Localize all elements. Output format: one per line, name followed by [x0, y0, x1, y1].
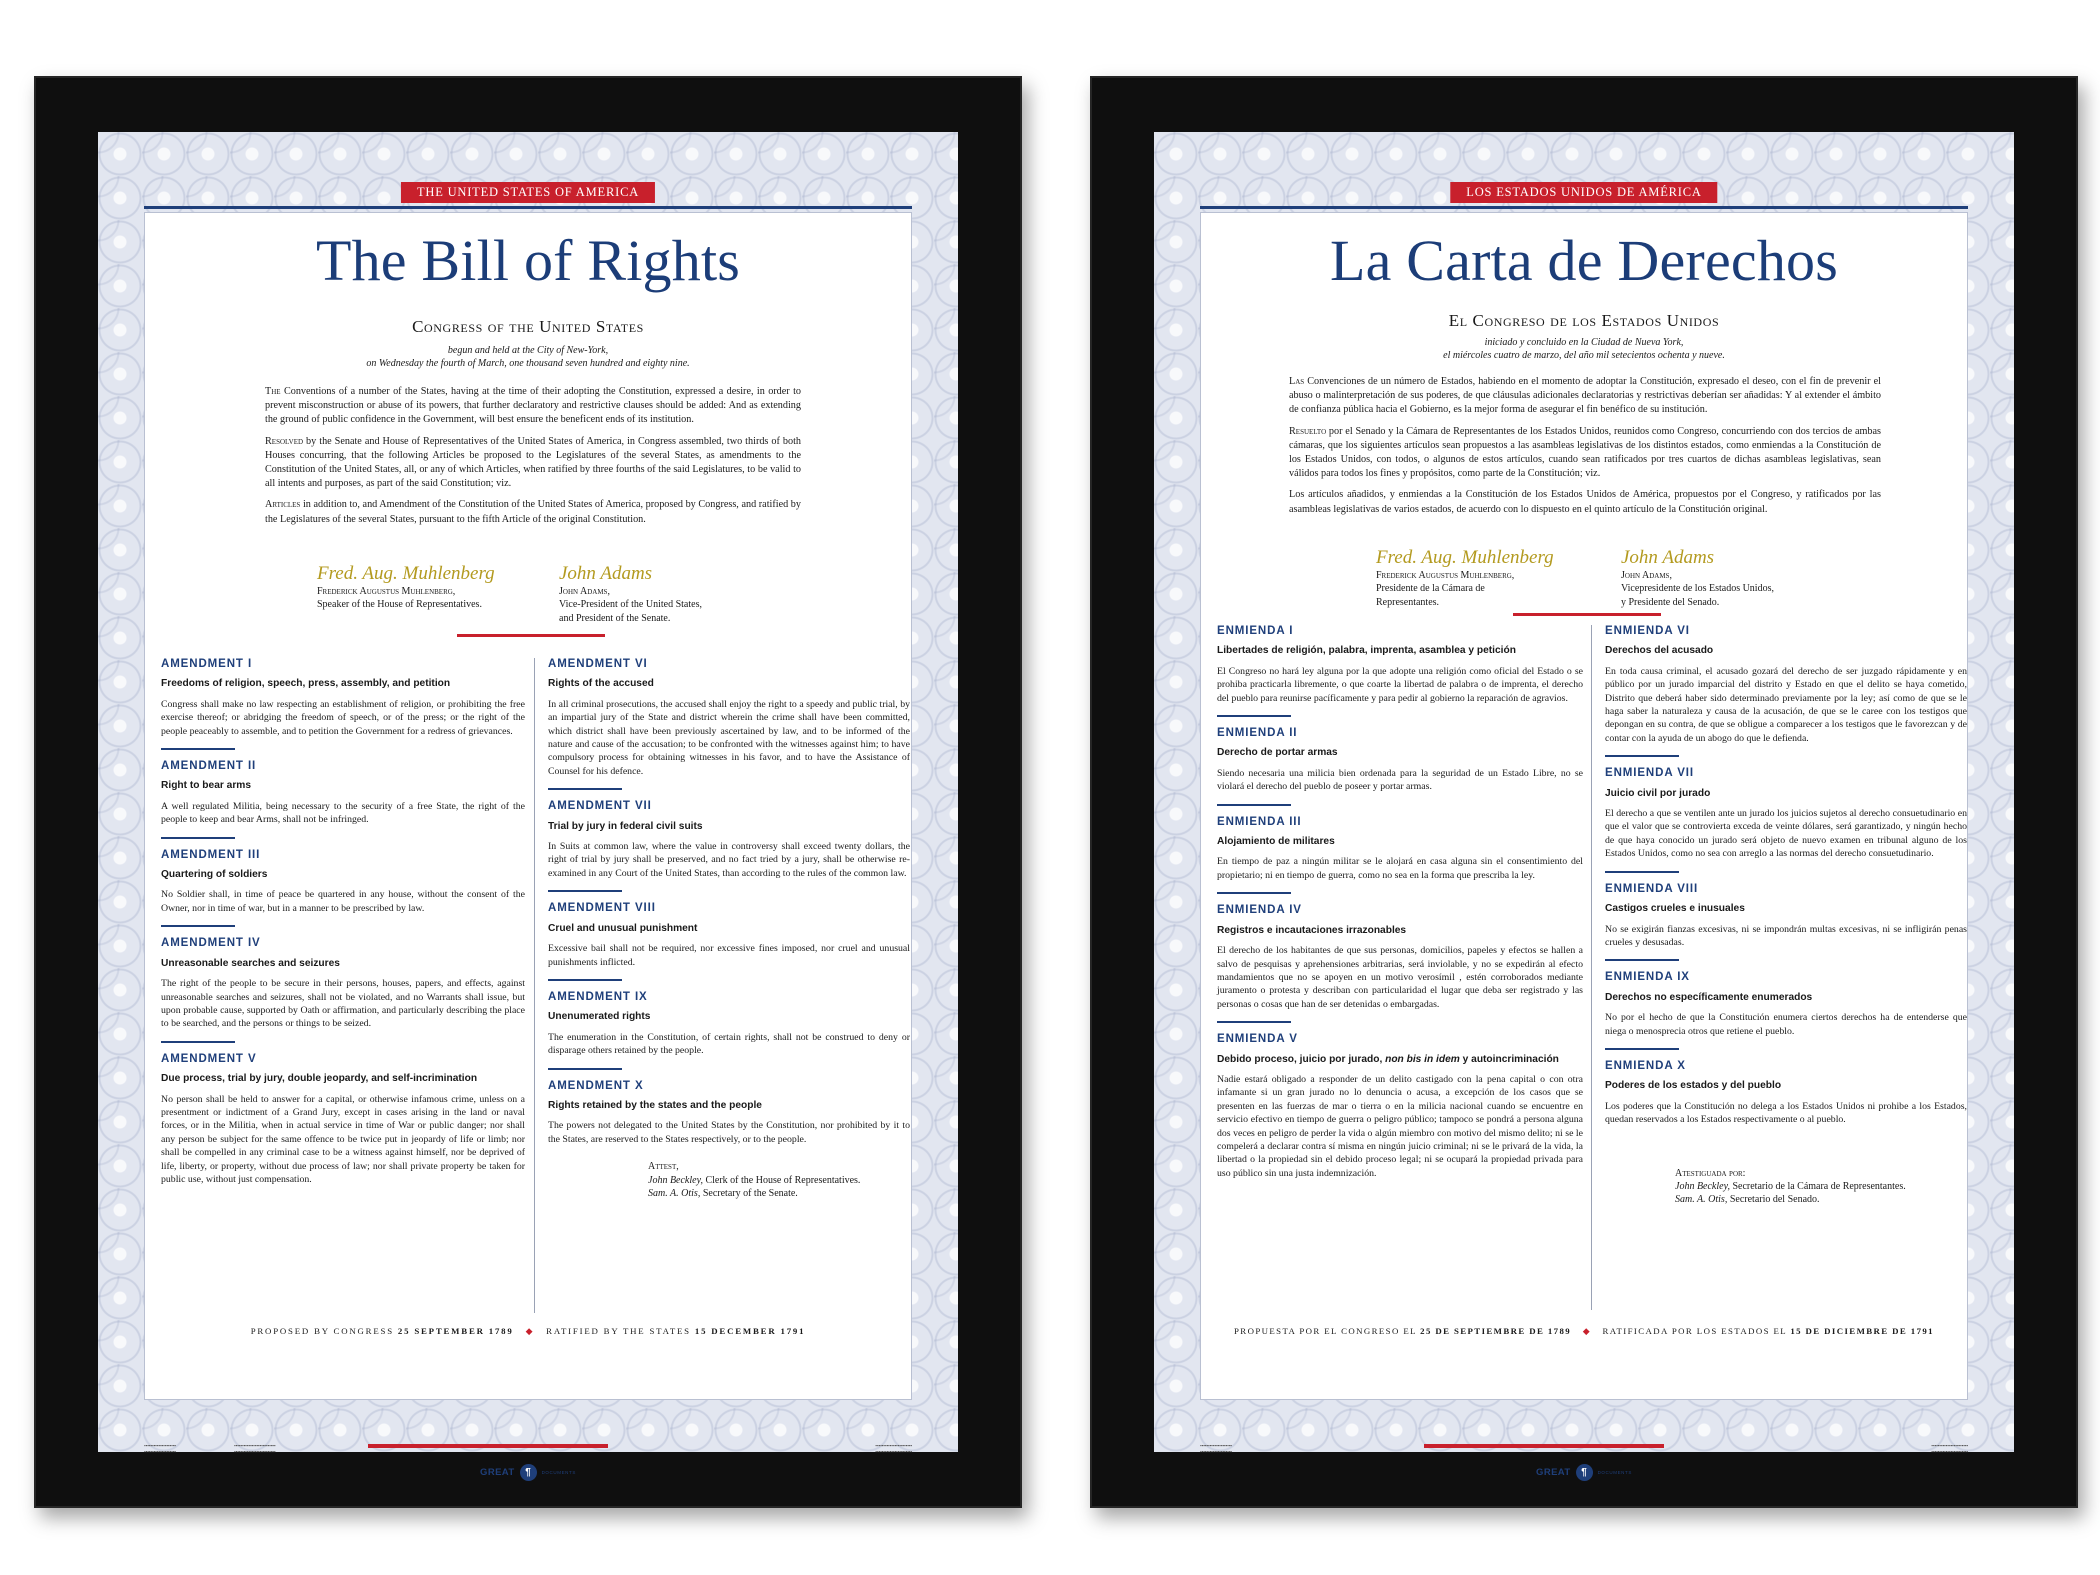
amendment-label: AMENDMENT X — [548, 1079, 644, 1092]
amendment — [548, 1080, 910, 1147]
amendment-heading: Juicio civil por jurado — [1605, 787, 1711, 799]
amendment-text: Congress shall make no law respecting an establishment of religion, or prohibiting the free exercise thereof; or abridging the freedom of speech, or of the press; or the right of the people peaceably to assemble, and to petition the Government for a redress of grievances. — [161, 698, 525, 737]
proposed-label: PROPOSED BY CONGRESS — [250, 1326, 394, 1336]
heading-part: y autoincriminación — [1459, 1053, 1559, 1065]
signer-name: Frederick Augustus Muhlenberg, — [1376, 570, 1515, 581]
amendment — [1217, 625, 1583, 717]
preamble-text: por el Senado y la Cámara de Representantes de los Estados Unidos, reunidos como Congreso, concurriendo con dos tercios de ambas cámaras, que los siguientes artículos sean propuestos a las asambleas legislativas de los distintos estados, como enmiendas a la Constitución de los Estados Unidos, con todos, o algunos de estos artículos, cuando sean ratificados por tres cuartos de dichas asambleas legislativas, sean válidos para todos los fines y propósitos, como parte de la Constitución; viz. — [1289, 425, 1881, 480]
great-documents-logo — [480, 1464, 576, 1481]
ratified-label: RATIFICADA POR LOS ESTADOS EL — [1602, 1326, 1787, 1336]
preamble — [1289, 375, 1881, 524]
amendment-text: El derecho a que se ventilen ante un jurado los juicios sujetos al derecho consuetudinario en que el valor que se controvierta exceda de veinte dólares, será garantizado, y ningún hecho de que haya conocido un jurado será objeto de nuevo examen en tribunal alguno de los Estados Unidos, como no sea con arreglo a las normas del derecho consuetudinario. — [1605, 808, 1967, 860]
amendment-rule — [1217, 804, 1291, 806]
proposed-label: PROPUESTA POR EL CONGRESO EL — [1234, 1326, 1417, 1336]
document-title: The Bill of Rights — [315, 228, 741, 293]
signer-name: John Adams, — [1621, 570, 1672, 581]
amendment-text: The enumeration in the Constitution, of certain rights, shall not be construed to deny or disparage others retained by the people. — [548, 1031, 910, 1057]
signature-script: Fred. Aug. Muhlenberg — [1376, 547, 1554, 568]
amendment — [1217, 1033, 1583, 1180]
ratified-label: RATIFIED BY THE STATES — [546, 1326, 691, 1336]
amendment-rule — [1605, 1048, 1679, 1050]
signature-script: John Adams — [1621, 547, 1715, 568]
section-divider — [457, 634, 605, 637]
subline-2: el miércoles cuatro de marzo, del año mil setecientos ochenta y nueve. — [1443, 350, 1725, 361]
attest-name: John Beckley, — [648, 1174, 703, 1186]
preamble-paragraph — [265, 385, 801, 428]
logo-subtext: DOCUMENTS — [541, 1470, 576, 1475]
preamble-lead: Las — [1289, 376, 1305, 387]
preamble-paragraph — [1289, 488, 1881, 516]
amendment-rule — [161, 748, 235, 750]
preamble-paragraph — [265, 498, 801, 526]
amendment-label: AMENDMENT VI — [548, 658, 648, 670]
signer-title: Vicepresidente de los Estados Unidos, — [1621, 583, 1774, 595]
poster-frame-english — [34, 76, 1022, 1508]
footer-fineprint: ▪▪▪▪▪▪▪▪▪▪▪▪▪▪▪▪▪▪▪▪▪▪▪ ▪▪▪▪▪▪▪▪▪▪▪▪▪▪▪▪▪▪▪▪▪▪▪ — [875, 1443, 912, 1454]
amendment-heading: Libertades de religión, palabra, imprenta, asamblea y petición — [1217, 645, 1516, 657]
signer-title: y Presidente del Senado. — [1621, 596, 1720, 608]
document-title: La Carta de Derechos — [1329, 228, 1839, 293]
amendment-heading: Cruel and unusual punishment — [548, 922, 698, 934]
amendments-column-1 — [161, 658, 525, 1196]
amendment — [548, 658, 910, 790]
logo-text: GREAT — [480, 1467, 515, 1478]
amendment-heading: Alojamiento de militares — [1217, 836, 1335, 848]
amendment-label: ENMIENDA I — [1217, 625, 1294, 637]
poster-frame-spanish — [1090, 76, 2078, 1508]
footer-red-bar — [368, 1444, 608, 1448]
amendment — [548, 991, 910, 1070]
amendment-rule — [1605, 871, 1679, 873]
amendment-rule — [161, 925, 235, 927]
logo-subtext: DOCUMENTS — [1597, 1470, 1632, 1475]
signer-title: and President of the Senate. — [559, 612, 671, 624]
amendment-heading: Right to bear arms — [161, 780, 252, 792]
header-rule — [1200, 206, 1968, 209]
amendment — [1605, 625, 1967, 757]
preamble-text: Los artículos añadidos, y enmiendas a la Constitución de los Estados Unidos de América, propuestos por el Congreso, y ratificados por las asambleas legislativas de varios estados, de acuerdo con lo dispuesto en el quinto artículo de la Constitución original. — [1289, 489, 1881, 515]
ratified-date: 15 DE DICIEMBRE DE 1791 — [1790, 1326, 1934, 1336]
amendment — [161, 1053, 525, 1187]
amendment — [1605, 1060, 1967, 1127]
footer-fineprint: ▪▪▪▪▪▪▪▪▪▪▪▪▪▪▪▪▪▪▪▪▪▪▪ ▪▪▪▪▪▪▪▪▪▪▪▪▪▪▪▪▪▪▪▪▪▪▪ — [1931, 1443, 1968, 1454]
amendment-text: Siendo necesaria una milicia bien ordenada para la seguridad de un Estado Libre, no se violará el derecho del pueblo de poseer y portar armas. — [1217, 767, 1583, 793]
amendment-rule — [548, 1068, 622, 1070]
heading-latin: non bis in idem — [1385, 1053, 1460, 1065]
preamble-text: by the Senate and House of Representatives of the United States of America, in Congress assembled, two thirds of both Houses concurring, that the following Articles be proposed to the Legislatures of the several States, as amendments to the Constitution of the United States, all, or any of which Articles, when ratified by three fourths of the said Legislatures, to be valid to all intents and purposes, as part of the said Constitution; viz. — [265, 435, 801, 490]
attest-lead: Attest, — [648, 1161, 679, 1173]
footer-fineprint: ▪▪▪▪▪▪▪▪▪▪▪▪▪▪▪▪▪▪▪▪ ▪▪▪▪▪▪▪▪▪▪▪▪▪▪▪▪▪▪▪▪ — [144, 1443, 176, 1454]
amendment-text: Excessive bail shall not be required, nor excessive fines imposed, nor cruel and unusual punishments inflicted. — [548, 943, 910, 968]
preamble-lead: Resolved — [265, 435, 304, 447]
logo-text: GREAT — [1536, 1467, 1571, 1478]
preamble-text: Convenciones de un número de Estados, habiendo en el momento de adoptar la Constitución, expresado el deseo, con el fin de prevenir el abuso o malinterpretación de sus poderes, de que cláusulas adicionales declaratorias y restrictivas deberían ser añadidas: Y al extender el ámbito de confianza pública hacia el Gobierno, es la mejor forma de asegurar el fin benéfico de su institución. — [1289, 376, 1881, 416]
signature-script: John Adams — [559, 563, 653, 584]
amendment-label: ENMIENDA X — [1605, 1059, 1686, 1072]
amendment-heading: Derecho de portar armas — [1217, 747, 1338, 759]
amendment-heading: Poderes de los estados y del pueblo — [1605, 1080, 1782, 1092]
logo-mark-icon: ¶ — [520, 1464, 537, 1481]
amendment — [1605, 971, 1967, 1050]
amendment-text: In Suits at common law, where the value in controversy shall exceed twenty dollars, the right of trial by jury shall be preserved, and no fact tried by a jury, shall be otherwise re-examined in any Court of the United States, than according to the rules of the common law. — [548, 841, 910, 879]
amendment-rule — [1217, 892, 1291, 894]
amendments-column-2 — [534, 658, 910, 1313]
preamble-paragraph — [1289, 375, 1881, 418]
attest-name: Sam. A. Otis, — [1675, 1194, 1728, 1206]
amendment-label: ENMIENDA III — [1217, 815, 1302, 828]
amendment — [161, 937, 525, 1042]
amendment-rule — [161, 837, 235, 839]
footer-red-bar — [1424, 1444, 1664, 1448]
amendment-text: Nadie estará obligado a responder de un delito castigado con la pena capital o con otra infamante si un gran jurado no lo denuncia o acusa, a excepción de los casos que se presenten en las fuerzas de mar o tierra o en la milicia nacional cuando se encuentre en servicio efectivo en tiempo de guerra o peligro público; tampoco se pondrá a persona alguna dos veces en peligro de perder la vida o algún miembro con motivo del mismo delito; ni se le compelerá a declarar contra sí misma en ningún juicio criminal; ni se le privará de la vida, la libertad o la propiedad sin el debido proceso legal; ni se ocupará la propiedad privada para uso público sin una justa indemnización. — [1217, 1073, 1583, 1179]
amendment-heading: Unenumerated rights — [548, 1011, 651, 1023]
amendment-label: AMENDMENT III — [161, 848, 261, 861]
amendment-label: AMENDMENT V — [161, 1052, 257, 1065]
diamond-icon: ◆ — [1582, 1326, 1591, 1336]
amendment-heading: Derechos no específicamente enumerados — [1605, 991, 1813, 1003]
attest-title: Secretario de la Cámara de Representantes. — [1729, 1180, 1906, 1192]
amendment-text: El Congreso no hará ley alguna por la que adopte una religión como oficial del Estado o se prohiba practicarla libremente, o que coarte la libertad de palabra o de imprenta, el derecho del pueblo para reunirse pacíficamente y para pedir al gobierno la reparación de agravios. — [1217, 665, 1583, 704]
logo-mark-icon: ¶ — [1576, 1464, 1593, 1481]
subline-2: on Wednesday the fourth of March, one thousand seven hundred and eighty nine. — [366, 358, 690, 369]
amendment — [161, 849, 525, 928]
preamble-paragraph — [1289, 425, 1881, 482]
amendment — [1217, 727, 1583, 806]
amendment-rule — [1605, 959, 1679, 961]
signature-script: Fred. Aug. Muhlenberg — [317, 563, 495, 584]
amendment-rule — [1605, 755, 1679, 757]
attest-name: Sam. A. Otis, — [648, 1187, 701, 1199]
country-banner: THE UNITED STATES OF AMERICA — [401, 182, 655, 203]
amendment-heading: Unreasonable searches and seizures — [161, 957, 340, 969]
poster-mat — [1154, 132, 2014, 1478]
amendment-text: The right of the people to be secure in their persons, houses, papers, and effects, against unreasonable searches and seizures, shall not be violated, and no Warrants shall issue, but upon probable cause, supported by Oath or affirmation, and particularly describing the place to be searched, and the persons or things to be seized. — [161, 978, 525, 1030]
amendment-label: AMENDMENT IX — [548, 990, 648, 1003]
amendment-text: A well regulated Militia, being necessary to the security of a free State, the right of the people to keep and bear Arms, shall not be infringed. — [161, 800, 525, 826]
preamble-lead: The — [265, 386, 281, 397]
amendment-heading: Trial by jury in federal civil suits — [548, 820, 703, 832]
preamble-paragraph — [265, 435, 801, 492]
signer-title: Representantes. — [1376, 596, 1440, 608]
amendment-label: AMENDMENT II — [161, 760, 257, 773]
signature-muhlenberg — [1376, 547, 1554, 609]
amendment — [548, 902, 910, 981]
signature-adams — [1621, 547, 1774, 609]
footer-fineprint: ▪▪▪▪▪▪▪▪▪▪▪▪▪▪▪▪▪▪▪▪ ▪▪▪▪▪▪▪▪▪▪▪▪▪▪▪▪▪▪▪▪ — [1200, 1443, 1232, 1454]
amendment-label: AMENDMENT IV — [161, 937, 261, 950]
attestation — [548, 1160, 910, 1200]
attest-line — [648, 1187, 910, 1200]
heading-part: Debido proceso, juicio por jurado, — [1217, 1053, 1386, 1065]
attest-line — [1675, 1193, 1967, 1206]
attest-title: Secretary of the Senate. — [700, 1187, 798, 1199]
amendments-column-2 — [1591, 625, 1967, 1310]
amendment — [161, 658, 525, 750]
amendment-label: ENMIENDA II — [1217, 727, 1298, 740]
amendment-heading — [1217, 1053, 1583, 1066]
amendment — [548, 800, 910, 892]
amendment-heading: Registros e incautaciones irrazonables — [1217, 924, 1407, 936]
document-subtitle: El Congreso de los Estados Unidos — [1448, 311, 1720, 330]
amendment-text: En tiempo de paz a ningún militar se le alojará en casa alguna sin el consentimiento del propietario; ni en tiempo de guerra, como no sea en la forma que prescriba la ley. — [1217, 856, 1583, 881]
amendment-rule — [1217, 715, 1291, 717]
proposed-date: 25 DE SEPTIEMBRE DE 1789 — [1420, 1326, 1572, 1336]
signer-title: Vice-President of the United States, — [559, 599, 702, 611]
amendments-column-1 — [1217, 625, 1583, 1190]
amendment — [1217, 816, 1583, 895]
amendment-label: AMENDMENT I — [161, 658, 253, 670]
attest-line — [1675, 1180, 1967, 1193]
amendment-label: ENMIENDA VI — [1605, 625, 1690, 637]
amendment-rule — [548, 979, 622, 981]
amendment-label: ENMIENDA VII — [1605, 767, 1694, 780]
header-rule — [144, 206, 912, 209]
document-sheet — [1200, 212, 1968, 1400]
amendment-heading: Freedoms of religion, speech, press, assembly, and petition — [161, 678, 451, 690]
attest-lead: Atestiguada por: — [1675, 1167, 1746, 1179]
country-banner: LOS ESTADOS UNIDOS DE AMÉRICA — [1450, 182, 1717, 203]
amendment-label: AMENDMENT VIII — [548, 902, 656, 915]
signer-name: John Adams, — [559, 586, 610, 597]
ratification-line — [145, 1326, 911, 1337]
signer-title: Presidente de la Cámara de — [1376, 583, 1485, 595]
amendment — [1605, 883, 1967, 962]
section-divider — [1513, 613, 1661, 616]
amendment-text: In all criminal prosecutions, the accused shall enjoy the right to a speedy and public trial, by an impartial jury of the State and district wherein the crime shall have been committed, which district shall have been previously ascertained by law, and to be informed of the nature and cause of the accusation; to be confronted with the witnesses against him; to have compulsory process for obtaining witnesses in his favor, and to have the Assistance of Counsel for his defence. — [548, 698, 910, 777]
amendment-text: Los poderes que la Constitución no delega a los Estados Unidos ni prohibe a los Estados, quedan reservados a los Estados respectivamente o al pueblo. — [1605, 1100, 1967, 1126]
amendment-text: En toda causa criminal, el acusado gozará del derecho de ser juzgado rápidamente y en público por un jurado imparcial del distrito y Estado en que el delito se haya cometido, Distrito que deberá haber sido determinado previamente por la ley; así como de que se le haga saber la naturaleza y causa de la acusación, de que se le caree con los testigos que depongan en su contra, de que se obligue a comparecer a los testigos que le favorezcan y de contar con la ayuda de un abogo do que le defienda. — [1605, 665, 1967, 744]
attestation — [1605, 1167, 1967, 1207]
amendment — [1605, 767, 1967, 872]
amendment-heading: Due process, trial by jury, double jeopardy, and self-incrimination — [161, 1073, 478, 1085]
amendment-text: No por el hecho de que la Constitución enumera ciertos derechos ha de entenderse que niega o menosprecia otros que retiene el pueblo. — [1605, 1012, 1967, 1037]
amendment-label: ENMIENDA IX — [1605, 971, 1690, 984]
preamble — [265, 385, 801, 534]
preamble-text: Conventions of a number of the States, having at the time of their adopting the Constitution, expressed a desire, in order to prevent misconstruction or abuse of its powers, that further declaratory and restrictive clauses should be added: And as extending the ground of public confidence in the Government, will best ensure the beneficent ends of its institution. — [265, 386, 801, 426]
amendment-text: No person shall be held to answer for a capital, or otherwise infamous crime, unless on a presentment or indictment of a Grand Jury, except in cases arising in the land or naval forces, or in the Militia, when in actual service in time of War or public danger; nor shall any person be subject for the same offence to be twice put in jeopardy of life or limb; nor shall be compelled in any criminal case to be a witness against himself, nor be deprived of life, liberty, or property, without due process of law; nor shall private property be taken for public use, without just compensation. — [161, 1093, 525, 1185]
signer-title: Speaker of the House of Representatives. — [317, 599, 482, 611]
document-subtitle: Congress of the United States — [412, 317, 644, 336]
amendment-heading: Rights retained by the states and the people — [548, 1099, 762, 1111]
amendment-text: El derecho de los habitantes de que sus personas, domicilios, papeles y efectos se hallen a salvo de pesquisas y aprehensiones arbitrarias, será inviolable, y no se expedirán al efecto mandamientos que no se apoyen en un motivo verosímil , estén corroborados mediante juramento o protesta y describan con particularidad el lugar que deba ser registrado y las personas o cosas que han de ser detenidas o embargadas. — [1217, 945, 1583, 1010]
attest-line — [648, 1174, 910, 1187]
amendment-label: ENMIENDA VIII — [1605, 882, 1699, 895]
amendment-rule — [161, 1041, 235, 1043]
amendment-heading: Rights of the accused — [548, 678, 654, 690]
amendment-text: No Soldier shall, in time of peace be quartered in any house, without the consent of the Owner, nor in time of war, but in a manner to be prescribed by law. — [161, 889, 525, 914]
amendment-label: AMENDMENT VII — [548, 800, 652, 813]
amendment-text: The powers not delegated to the United States by the Constitution, nor prohibited by it to the States, are reserved to the States respectively, or to the people. — [548, 1120, 910, 1145]
document-sheet — [144, 212, 912, 1400]
amendment-rule — [1217, 1021, 1291, 1023]
amendment-rule — [548, 788, 622, 790]
attest-name: John Beckley, — [1675, 1180, 1730, 1192]
amendment — [161, 760, 525, 839]
footer-fineprint: ▪▪▪▪▪▪▪▪▪▪▪▪▪▪▪▪▪▪▪▪▪▪▪▪▪▪ ▪▪▪▪▪▪▪▪▪▪▪▪▪▪▪▪▪▪▪▪▪▪▪▪▪▪ — [234, 1443, 276, 1454]
preamble-lead: Resuelto — [1289, 425, 1327, 437]
signature-muhlenberg — [317, 563, 495, 612]
ratification-line — [1201, 1326, 1967, 1337]
subline-1: begun and held at the City of New-York, — [447, 345, 609, 356]
attest-title: Secretario del Senado. — [1727, 1194, 1820, 1206]
amendment-heading: Quartering of soldiers — [161, 869, 268, 881]
preamble-lead: Articles — [265, 499, 301, 511]
amendment — [1217, 904, 1583, 1023]
amendment-label: ENMIENDA V — [1217, 1033, 1298, 1046]
amendment-heading: Castigos crueles e inusuales — [1605, 903, 1745, 915]
diamond-icon: ◆ — [525, 1326, 535, 1336]
attest-title: Clerk of the House of Representatives. — [702, 1174, 861, 1186]
amendment-rule — [548, 890, 622, 892]
preamble-text: in addition to, and Amendment of the Constitution of the United States of America, proposed by Congress, and ratified by the Legislatures of the several States, pursuant to the fifth Article of the original Constitution. — [265, 499, 801, 525]
signer-name: Frederick Augustus Muhlenberg, — [317, 586, 456, 597]
ratified-date: 15 DECEMBER 1791 — [694, 1326, 806, 1336]
proposed-date: 25 SEPTEMBER 1789 — [397, 1326, 514, 1336]
amendment-heading: Derechos del acusado — [1605, 645, 1714, 657]
subline-1: iniciado y concluido en la Ciudad de Nueva York, — [1484, 337, 1684, 348]
signature-adams — [559, 563, 702, 625]
great-documents-logo — [1536, 1464, 1632, 1481]
poster-mat — [98, 132, 958, 1478]
amendment-label: ENMIENDA IV — [1217, 904, 1302, 917]
amendment-text: No se exigirán fianzas excesivas, ni se impondrán multas excesivas, ni se infligirán penas crueles y desusadas. — [1605, 923, 1967, 948]
